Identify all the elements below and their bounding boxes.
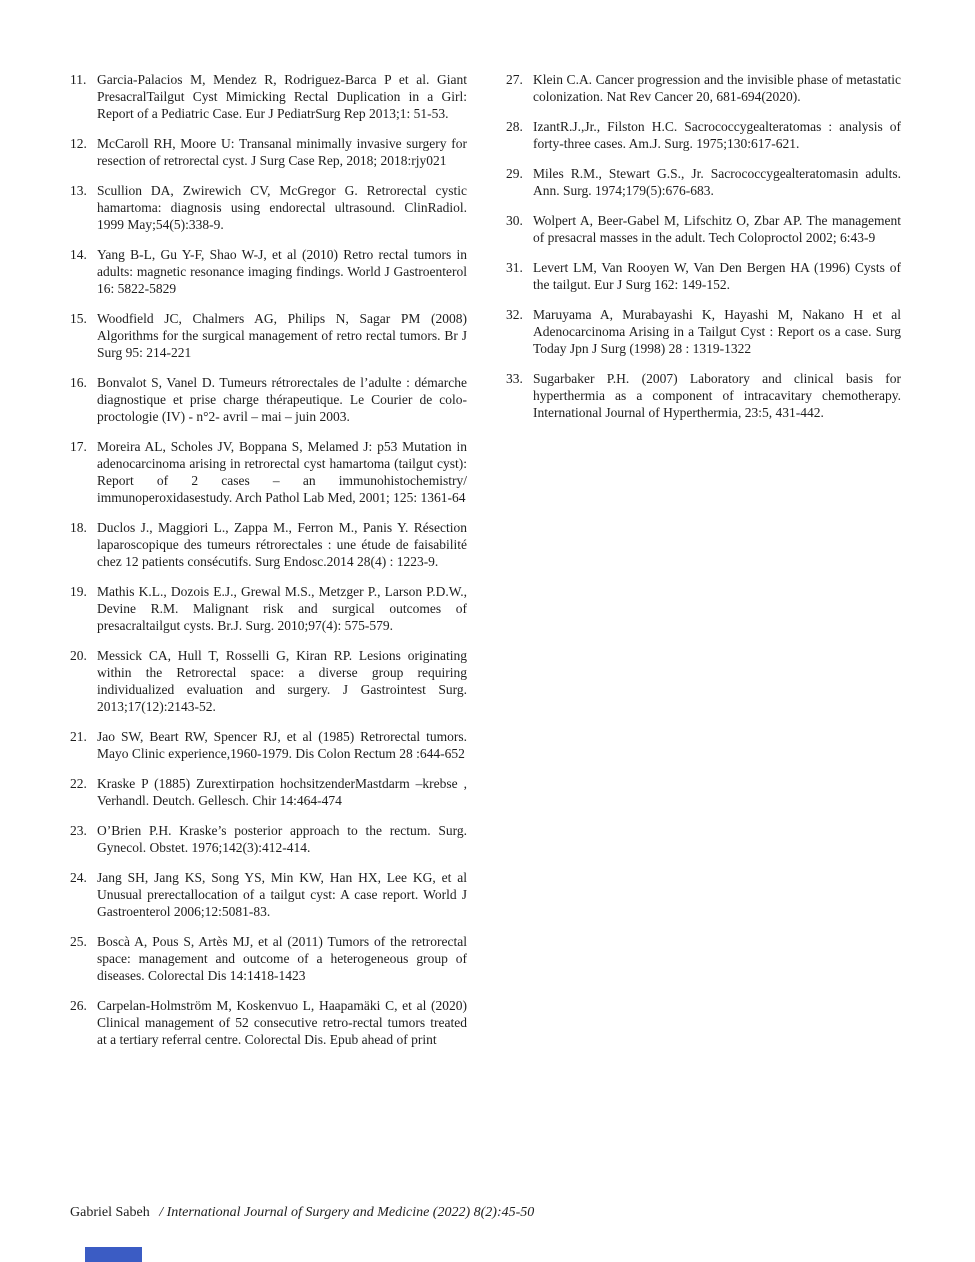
reference-number: 14. (70, 247, 87, 262)
reference-text: Carpelan-Holmström M, Koskenvuo L, Haapamäki C, et al (2020) Clinical management of 52 consecutive retro-rectal tumors treated at a tertiary referral centre. Colorectal Dis. Epub ahead of print (97, 998, 467, 1047)
reference-text: Levert LM, Van Rooyen W, Van Den Bergen HA (1996) Cysts of the tailgut. Eur J Surg 162: 149-152. (533, 260, 901, 292)
reference-item (70, 182, 467, 233)
reference-item (70, 822, 467, 856)
reference-number: 11. (70, 72, 87, 87)
reference-text: Jang SH, Jang KS, Song YS, Min KW, Han HX, Lee KG, et al Unusual prerectallocation of a tailgut cyst: A case report. World J Gastroenterol 2006;12:5081-83. (97, 870, 467, 919)
footer-author: Gabriel Sabeh (70, 1205, 150, 1220)
reference-number: 18. (70, 520, 87, 535)
reference-item (506, 165, 901, 199)
reference-item (506, 370, 901, 421)
reference-item (70, 246, 467, 297)
reference-text: Jao SW, Beart RW, Spencer RJ, et al (1985) Retrorectal tumors. Mayo Clinic experience,1960-1979. Dis Colon Rectum 28 :644-652 (97, 729, 467, 761)
reference-item (506, 306, 901, 357)
reference-number: 33. (506, 371, 523, 386)
reference-text: Klein C.A. Cancer progression and the invisible phase of metastatic colonization. Nat Rev Cancer 20, 681-694(2020). (533, 72, 901, 104)
footer-accent-mark (85, 1247, 142, 1262)
reference-item (506, 71, 901, 105)
reference-number: 16. (70, 375, 87, 390)
reference-number: 24. (70, 870, 87, 885)
reference-item (70, 647, 467, 715)
reference-text: IzantR.J.,Jr., Filston H.C. Sacrococcygealteratomas : analysis of forty-three cases. Am.J. Surg. 1975;130:617-621. (533, 119, 901, 151)
reference-number: 31. (506, 260, 523, 275)
reference-text: Woodfield JC, Chalmers AG, Philips N, Sagar PM (2008) Algorithms for the surgical management of retro rectal tumors. Br J Surg 95: 214-221 (97, 311, 467, 360)
reference-text: Bonvalot S, Vanel D. Tumeurs rétrorectales de l’adulte : démarche diagnostique et prise charge thérapeutique. Le Courier de colo-proctologie (IV) - n°2- avril – mai – juin 2003. (97, 375, 467, 424)
reference-text: O’Brien P.H. Kraske’s posterior approach to the rectum. Surg. Gynecol. Obstet. 1976;142(3):412-414. (97, 823, 467, 855)
reference-item (70, 438, 467, 506)
reference-item (70, 374, 467, 425)
reference-number: 29. (506, 166, 523, 181)
reference-number: 23. (70, 823, 87, 838)
reference-number: 13. (70, 183, 87, 198)
references-left-column (70, 71, 467, 1061)
reference-item (506, 212, 901, 246)
reference-text: Garcia-Palacios M, Mendez R, Rodriguez-Barca P et al. Giant PresacralTailgut Cyst Mimicking Rectal Duplication in a Girl: Report of a Pediatric Case. Eur J PediatrSurg Rep 2013;1: 51-53. (97, 72, 467, 121)
reference-number: 22. (70, 776, 87, 791)
reference-item (70, 775, 467, 809)
reference-number: 27. (506, 72, 523, 87)
reference-number: 19. (70, 584, 87, 599)
reference-text: Sugarbaker P.H. (2007) Laboratory and clinical basis for hyperthermia as a component of intracavitary chemotherapy. International Journal of Hyperthermia, 23:5, 431-442. (533, 371, 901, 420)
reference-item (70, 728, 467, 762)
reference-text: Kraske P (1885) Zurextirpation hochsitzenderMastdarm –krebse , Verhandl. Deutch. Gellesch. Chir 14:464-474 (97, 776, 467, 808)
reference-text: Mathis K.L., Dozois E.J., Grewal M.S., Metzger P., Larson P.D.W., Devine R.M. Malignant risk and surgical outcomes of presacraltailgut cysts. Br.J. Surg. 2010;97(4): 575-579. (97, 584, 467, 633)
reference-item (70, 583, 467, 634)
reference-text: Boscà A, Pous S, Artès MJ, et al (2011) Tumors of the retrorectal space: management and outcome of a heterogeneous group of diseases. Colorectal Dis 14:1418-1423 (97, 934, 467, 983)
reference-text: Miles R.M., Stewart G.S., Jr. Sacrococcygealteratomasin adults. Ann. Surg. 1974;179(5):676-683. (533, 166, 901, 198)
reference-item (506, 259, 901, 293)
reference-number: 26. (70, 998, 87, 1013)
reference-number: 12. (70, 136, 87, 151)
reference-number: 25. (70, 934, 87, 949)
reference-item (70, 519, 467, 570)
reference-item (70, 997, 467, 1048)
reference-text: Maruyama A, Murabayashi K, Hayashi M, Nakano H et al Adenocarcinoma Arising in a Tailgut Cyst : Report os a case. Surg Today Jpn J Surg (1998) 28 : 1319-1322 (533, 307, 901, 356)
reference-text: Wolpert A, Beer-Gabel M, Lifschitz O, Zbar AP. The management of presacral masses in the adult. Tech Coloproctol 2002; 6:43-9 (533, 213, 901, 245)
reference-text: Scullion DA, Zwirewich CV, McGregor G. Retrorectal cystic hamartoma: diagnosis using endorectal ultrasound. ClinRadiol. 1999 May;54(5):338-9. (97, 183, 467, 232)
reference-text: McCaroll RH, Moore U: Transanal minimally invasive surgery for resection of retrorectal cyst. J Surg Case Rep, 2018; 2018:rjy021 (97, 136, 467, 168)
references-section (70, 71, 901, 1061)
reference-number: 15. (70, 311, 87, 326)
references-right-column (506, 71, 901, 1061)
reference-text: Messick CA, Hull T, Rosselli G, Kiran RP. Lesions originating within the Retrorectal space: a diverse group requiring individualized evaluation and surgery. J Gastrointest Surg. 2013;17(12):2143-52. (97, 648, 467, 714)
reference-text: Moreira AL, Scholes JV, Boppana S, Melamed J: p53 Mutation in adenocarcinoma arising in retrorectal cyst hamartoma (tailgut cyst): Report of 2 cases – an immunohistochemistry/ immunoperoxidasestudy. Arch Pathol Lab Med, 2001; 125: 1361-64 (97, 439, 467, 505)
reference-item (506, 118, 901, 152)
reference-item (70, 310, 467, 361)
reference-number: 17. (70, 439, 87, 454)
page-footer (70, 1204, 534, 1222)
reference-item (70, 135, 467, 169)
reference-number: 32. (506, 307, 523, 322)
reference-number: 30. (506, 213, 523, 228)
reference-item (70, 869, 467, 920)
reference-text: Yang B-L, Gu Y-F, Shao W-J, et al (2010) Retro rectal tumors in adults: magnetic resonance imaging findings. World J Gastroenterol 16: 5822-5829 (97, 247, 467, 296)
reference-number: 28. (506, 119, 523, 134)
reference-number: 21. (70, 729, 87, 744)
reference-item (70, 933, 467, 984)
reference-number: 20. (70, 648, 87, 663)
reference-item (70, 71, 467, 122)
reference-text: Duclos J., Maggiori L., Zappa M., Ferron M., Panis Y. Résection laparoscopique des tumeurs rétrorectales : une étude de faisabilité chez 12 patients consécutifs. Surg Endosc.2014 28(4) : 1223-9. (97, 520, 467, 569)
footer-journal-citation: / International Journal of Surgery and Medicine (2022) 8(2):45-50 (159, 1205, 535, 1220)
